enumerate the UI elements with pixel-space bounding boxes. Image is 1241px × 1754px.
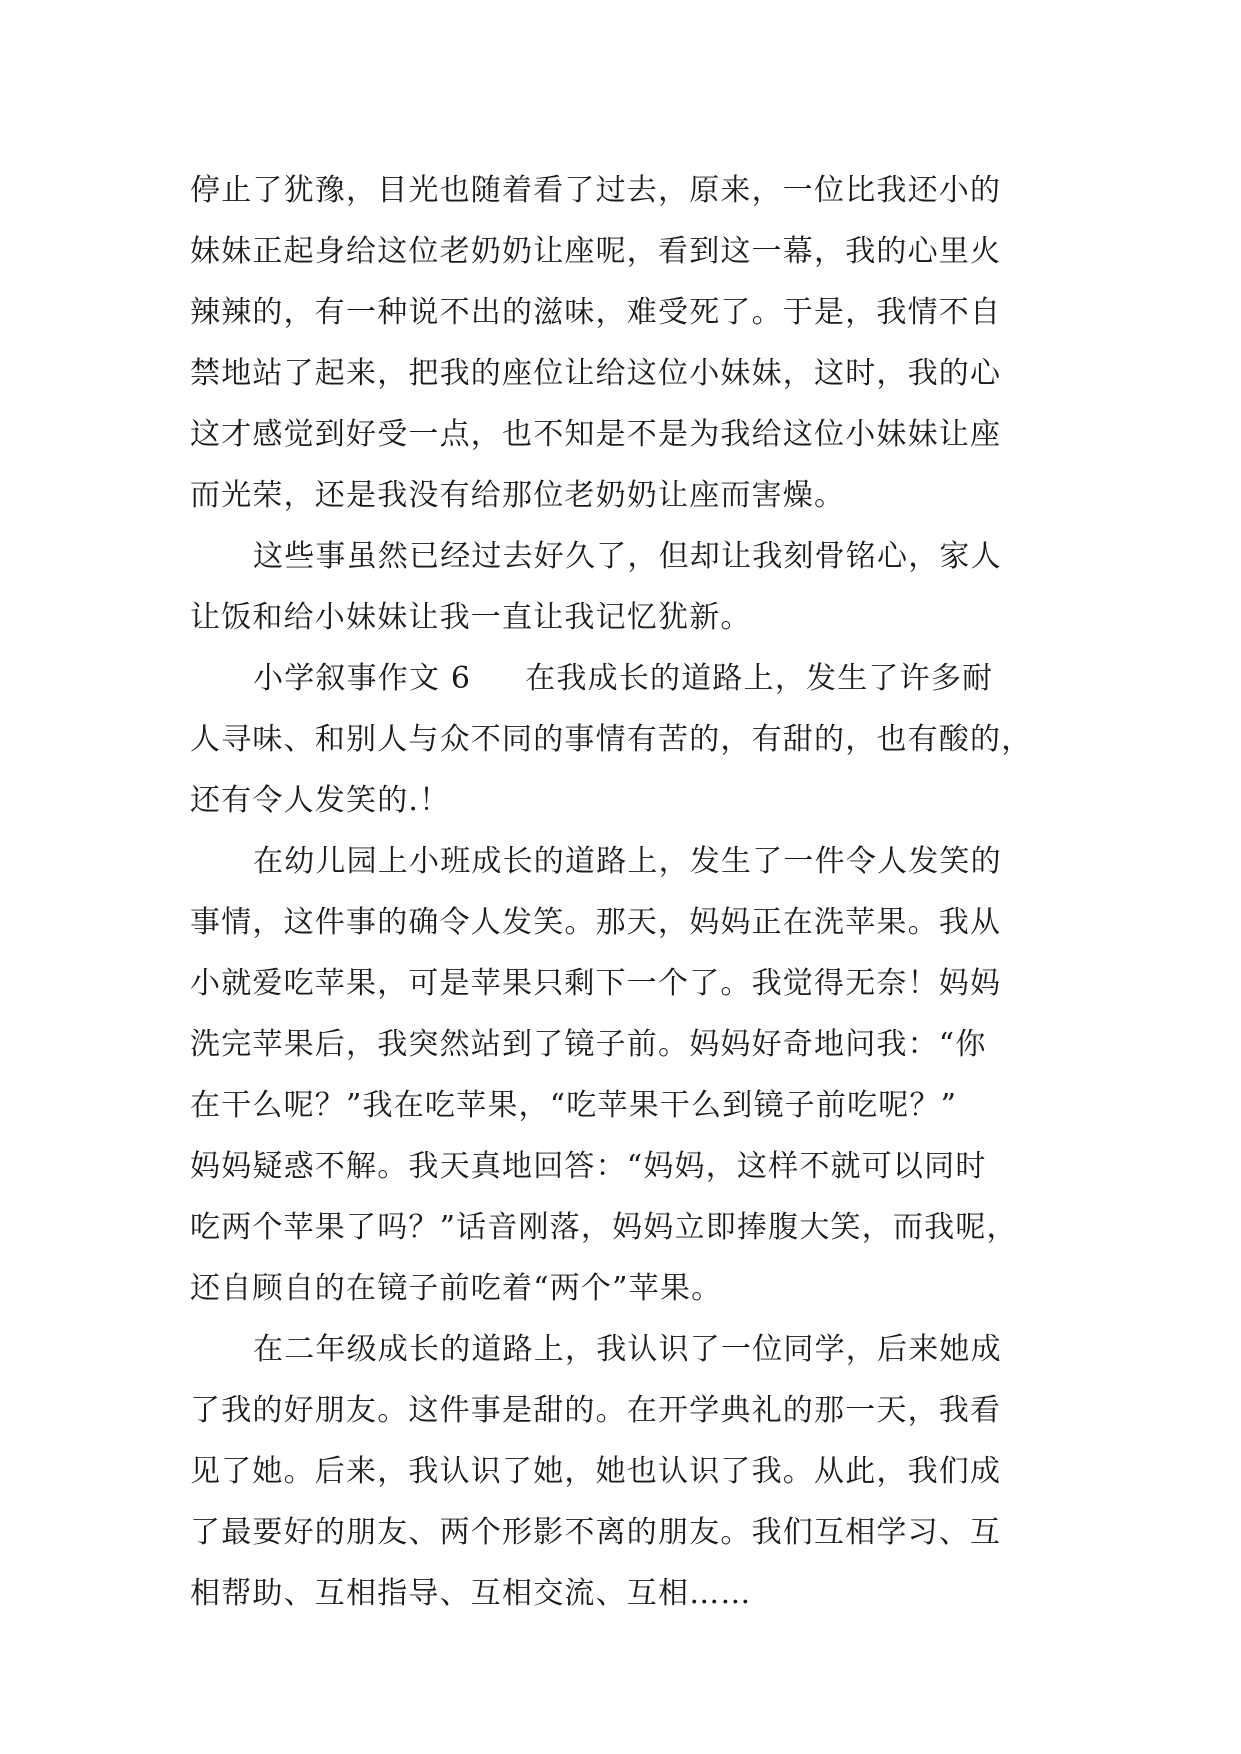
essay-heading-line [190, 648, 1052, 709]
paragraph-first-line: 在幼儿园上小班成长的道路上，发生了一件令人发笑的 [253, 844, 1002, 879]
paragraph-first-line: 在二年级成长的道路上，我认识了一位同学，后来她成 [253, 1332, 1002, 1367]
text-line: 禁地站了起来，把我的座位让给这位小妹妹，这时，我的心 [190, 356, 1002, 391]
essay-opening-text: 在我成长的道路上，发生了许多耐 [525, 661, 994, 696]
text-line: 人寻味、和别人与众不同的事情有苦的，有甜的，也有酸的， [190, 722, 1033, 757]
text-line: 了我的好朋友。这件事是甜的。在开学典礼的那一天，我看 [190, 1393, 1002, 1428]
text-line: 而光荣，还是我没有给那位老奶奶让座而害燥。 [190, 478, 846, 513]
essay-heading: 小学叙事作文 6 [253, 661, 472, 696]
text-line: 吃两个苹果了吗？”话音刚落，妈妈立即捧腹大笑，而我呢， [190, 1210, 1018, 1245]
text-line: 妈妈疑惑不解。我天真地回答：“妈妈，这样不就可以同时 [190, 1149, 987, 1184]
text-line: 在干么呢？”我在吃苹果，“吃苹果干么到镜子前吃呢？” [190, 1088, 958, 1123]
text-line: 还自顾自的在镜子前吃着“两个”苹果。 [190, 1271, 723, 1306]
text-line: 事情，这件事的确令人发笑。那天，妈妈正在洗苹果。我从 [190, 905, 1002, 940]
text-line: 了最要好的朋友、两个形影不离的朋友。我们互相学习、互 [190, 1515, 1002, 1550]
paragraph-first-line: 这些事虽然已经过去好久了，但却让我刻骨铭心，家人 [253, 539, 1002, 574]
text-line: 小就爱吃苹果，可是苹果只剩下一个了。我觉得无奈！妈妈 [190, 966, 1002, 1001]
text-line: 辣辣的，有一种说不出的滋味，难受死了。于是，我情不自 [190, 295, 1002, 330]
text-line: 洗完苹果后，我突然站到了镜子前。妈妈好奇地问我：“你 [190, 1027, 987, 1062]
text-line: 还有令人发笑的.！ [190, 783, 451, 818]
text-line: 妹妹正起身给这位老奶奶让座呢，看到这一幕，我的心里火 [190, 234, 1002, 269]
text-line: 让饭和给小妹妹让我一直让我记忆犹新。 [190, 600, 752, 635]
text-line: 停止了犹豫，目光也随着看了过去，原来，一位比我还小的 [190, 173, 1002, 208]
text-line: 相帮助、互相指导、互相交流、互相…… [190, 1576, 752, 1611]
text-line: 这才感觉到好受一点，也不知是不是为我给这位小妹妹让座 [190, 417, 1002, 452]
text-line: 见了她。后来，我认识了她，她也认识了我。从此，我们成 [190, 1454, 1002, 1489]
document-body [190, 160, 1052, 1624]
